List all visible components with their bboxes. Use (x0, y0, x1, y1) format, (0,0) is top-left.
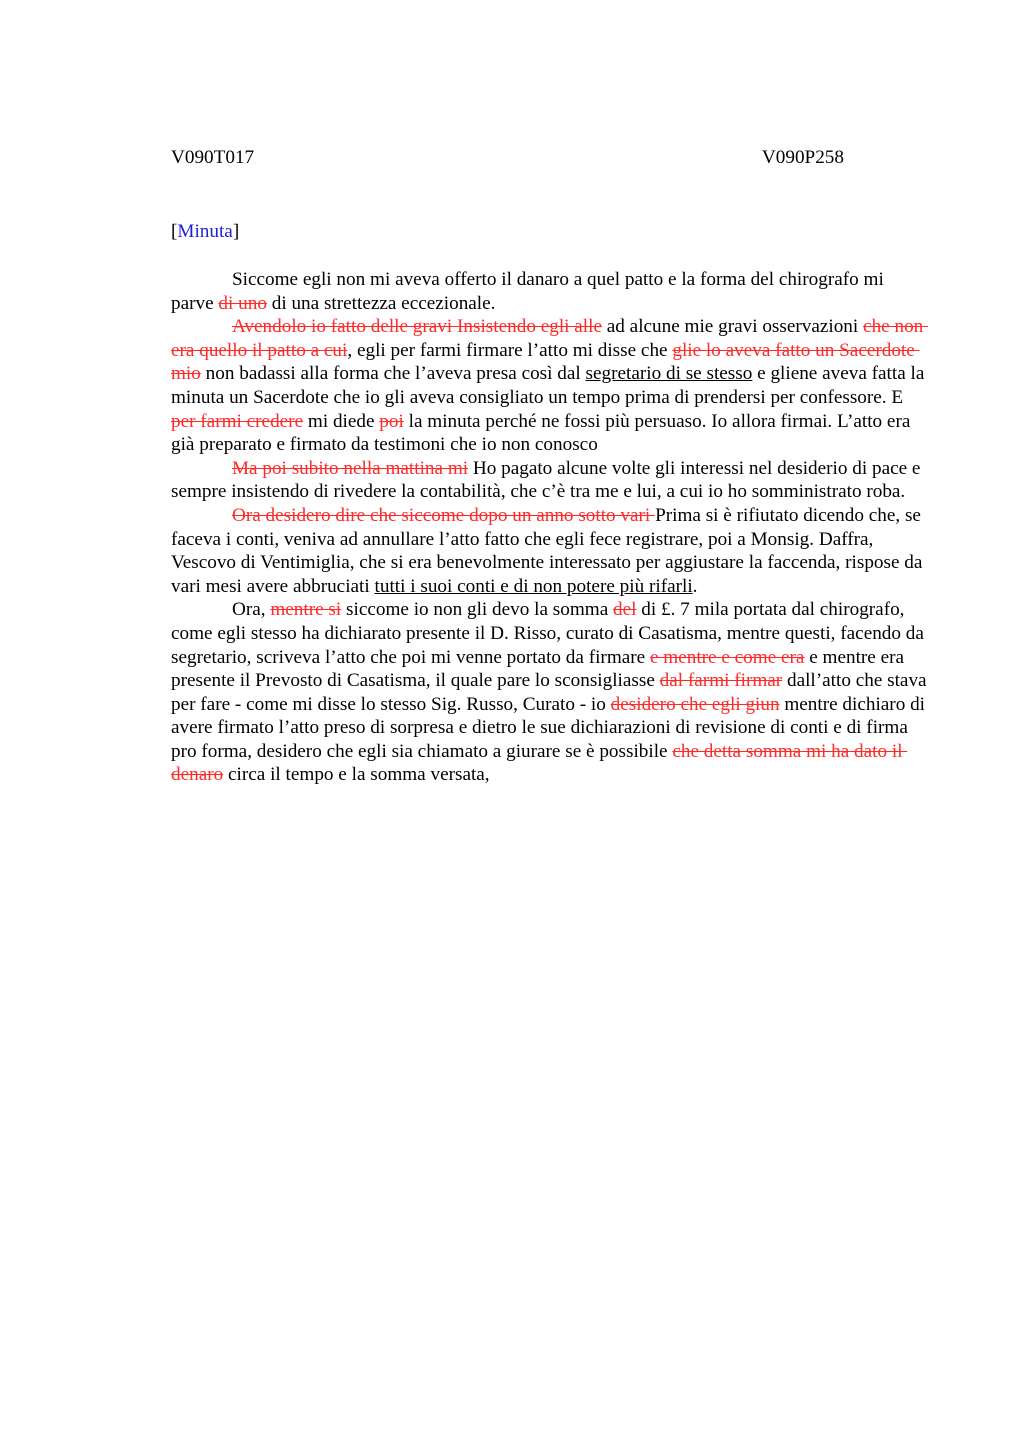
text-run: siccome io non gli devo la somma (341, 599, 614, 621)
text-run: la minuta perché ne fossi più persuaso. Io allora firmai. L’atto era già preparato e firmato da testimoni che io non conosco (171, 410, 916, 456)
document-page (171, 146, 931, 787)
text-run: di una strettezza eccezionale. (266, 292, 496, 314)
text-run: . (692, 575, 698, 597)
deleted-text: Ora desidero dire che siccome dopo un anno sotto vari (232, 504, 656, 526)
deleted-text: Avendolo io fatto delle gravi Insistendo egli alle (232, 316, 602, 338)
text-run: non badassi alla forma che l’aveva presa così dal (200, 363, 586, 385)
text-run: mentre dichiaro di avere firmato l’atto preso di sorpresa e dietro le sue dichiarazioni di revisione di conti e di firma pro forma, desidero che egli sia chiamato a giurare se è possibile (171, 693, 930, 762)
paragraph (171, 598, 931, 787)
paragraph (171, 504, 931, 598)
title-bracket-close: ] (232, 221, 240, 242)
deleted-text: glie lo aveva fatto un Sacerdote mio (171, 339, 920, 385)
deleted-text: Ma poi subito nella mattina mi (232, 457, 469, 479)
text-run: , egli per farmi firmare l’atto mi disse che (347, 339, 673, 361)
text-run: e gliene aveva fatta la minuta un Sacerdote che io gli aveva consigliato un tempo prima di prendersi per confessore. E (171, 363, 930, 408)
text-run: dall’atto che stava per fare - come mi disse lo stesso Sig. Russo, Curato - io (171, 670, 932, 715)
text-run: Ora, (232, 599, 271, 621)
text-run: Ho pagato alcune volte gli interessi nel desiderio di pace e sempre insistendo di rivedere la contabilità, che c’è tra me e lui, a cui io ho somministrato roba. (171, 457, 926, 503)
document-header (171, 146, 844, 170)
text-run: di £. 7 mila portata dal chirografo, come egli stesso ha dichiarato presente il D. Risso, curato di Casatisma, mentre questi, facendo da segretario, scriveva l’atto che poi mi venne portato da firmare (171, 599, 929, 668)
text-run: Prima si è rifiutato dicendo che, se faceva i conti, veniva ad annullare l’atto fatto che egli fece registrare, poi a Monsig. Daffra, Vescovo di Ventimiglia, che si era benevolmente interessato per aggiustare la faccenda, rispose da vari mesi avere abbruciati (171, 504, 928, 597)
deleted-text: del (613, 599, 637, 621)
text-run: circa il tempo e la somma versata, (223, 764, 490, 786)
document-body (171, 268, 931, 787)
underlined-text: tutti i suoi conti e di non potere più rifarli (374, 575, 693, 597)
text-run: ad alcune mie gravi osservazioni (601, 316, 864, 338)
text-run: Siccome egli non mi aveva offerto il danaro a quel patto e la forma del chirografo mi parve (171, 269, 889, 314)
deleted-text: di uno (218, 292, 267, 314)
deleted-text: per farmi credere (171, 410, 304, 432)
deleted-text: che non era quello il patto a cui (171, 316, 929, 361)
paragraph (171, 457, 931, 504)
text-run: mi diede (303, 410, 380, 432)
paragraph (171, 268, 931, 315)
document-code-left: V090T017 (171, 147, 255, 168)
text-run: e mentre era presente il Prevosto di Casatisma, il quale pare lo sconsigliasse (171, 646, 909, 692)
deleted-text: dal farmi firmar (659, 670, 783, 692)
deleted-text: e mentre e come era (649, 646, 805, 668)
document-title (171, 220, 931, 244)
deleted-text: che detta somma mi ha dato il denaro (171, 740, 908, 786)
title-bracket-open: [ (171, 221, 178, 242)
deleted-text: poi (379, 410, 404, 432)
deleted-text: mentre si (270, 599, 342, 621)
title-label: Minuta (177, 221, 233, 242)
deleted-text: desidero che egli giun (610, 693, 780, 715)
underlined-text: segretario di se stesso (585, 363, 753, 385)
document-code-right: V090P258 (761, 147, 844, 168)
paragraph (171, 315, 931, 457)
